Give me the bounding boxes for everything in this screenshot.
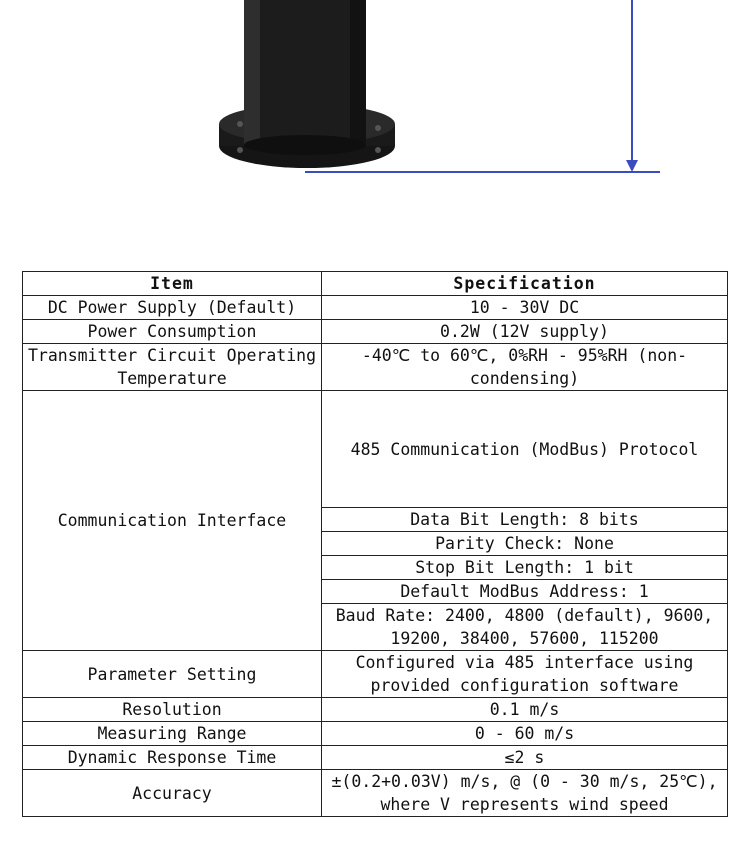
row-item: Accuracy bbox=[23, 770, 322, 817]
row-item: DC Power Supply (Default) bbox=[23, 296, 322, 320]
row-spec: 0.1 m/s bbox=[322, 698, 728, 722]
table-row bbox=[23, 296, 728, 320]
table-row bbox=[23, 698, 728, 722]
row-item: Transmitter Circuit Operating Temperature bbox=[23, 344, 322, 391]
row-spec: -40℃ to 60℃, 0%RH - 95%RH (non-condensing) bbox=[322, 344, 728, 391]
row-spec: 0 - 60 m/s bbox=[322, 722, 728, 746]
mounting-hole bbox=[375, 125, 381, 131]
specification-table bbox=[22, 271, 728, 817]
row-spec: ≤2 s bbox=[322, 746, 728, 770]
mounting-hole bbox=[237, 147, 243, 153]
row-spec: Stop Bit Length: 1 bit bbox=[322, 556, 728, 580]
header-specification: Specification bbox=[322, 272, 728, 296]
row-item: Parameter Setting bbox=[23, 651, 322, 698]
row-spec: Data Bit Length: 8 bits bbox=[322, 508, 728, 532]
row-spec: Configured via 485 interface using provided configuration software bbox=[322, 651, 728, 698]
table-row bbox=[23, 391, 728, 508]
row-spec: Baud Rate: 2400, 4800 (default), 9600, 19200, 38400, 57600, 115200 bbox=[322, 604, 728, 651]
row-item: Communication Interface bbox=[23, 391, 322, 651]
row-spec: Default ModBus Address: 1 bbox=[322, 580, 728, 604]
row-item: Power Consumption bbox=[23, 320, 322, 344]
table-row bbox=[23, 320, 728, 344]
mounting-hole bbox=[237, 121, 243, 127]
table-row bbox=[23, 722, 728, 746]
row-spec: 10 - 30V DC bbox=[322, 296, 728, 320]
row-spec: ±(0.2+0.03V) m/s, @ (0 - 30 m/s, 25℃), where V represents wind speed bbox=[322, 770, 728, 817]
row-item: Dynamic Response Time bbox=[23, 746, 322, 770]
row-item: Measuring Range bbox=[23, 722, 322, 746]
sensor-body bbox=[244, 0, 366, 145]
row-item: Resolution bbox=[23, 698, 322, 722]
row-spec: 0.2W (12V supply) bbox=[322, 320, 728, 344]
mounting-hole bbox=[375, 147, 381, 153]
row-spec: Parity Check: None bbox=[322, 532, 728, 556]
header-item: Item bbox=[23, 272, 322, 296]
table-row bbox=[23, 746, 728, 770]
table-header-row bbox=[23, 272, 728, 296]
table-row bbox=[23, 651, 728, 698]
row-spec: 485 Communication (ModBus) Protocol bbox=[322, 391, 728, 508]
sensor-product-image bbox=[0, 0, 750, 230]
dimension-arrow bbox=[626, 160, 638, 172]
table-row bbox=[23, 770, 728, 817]
table-row bbox=[23, 344, 728, 391]
